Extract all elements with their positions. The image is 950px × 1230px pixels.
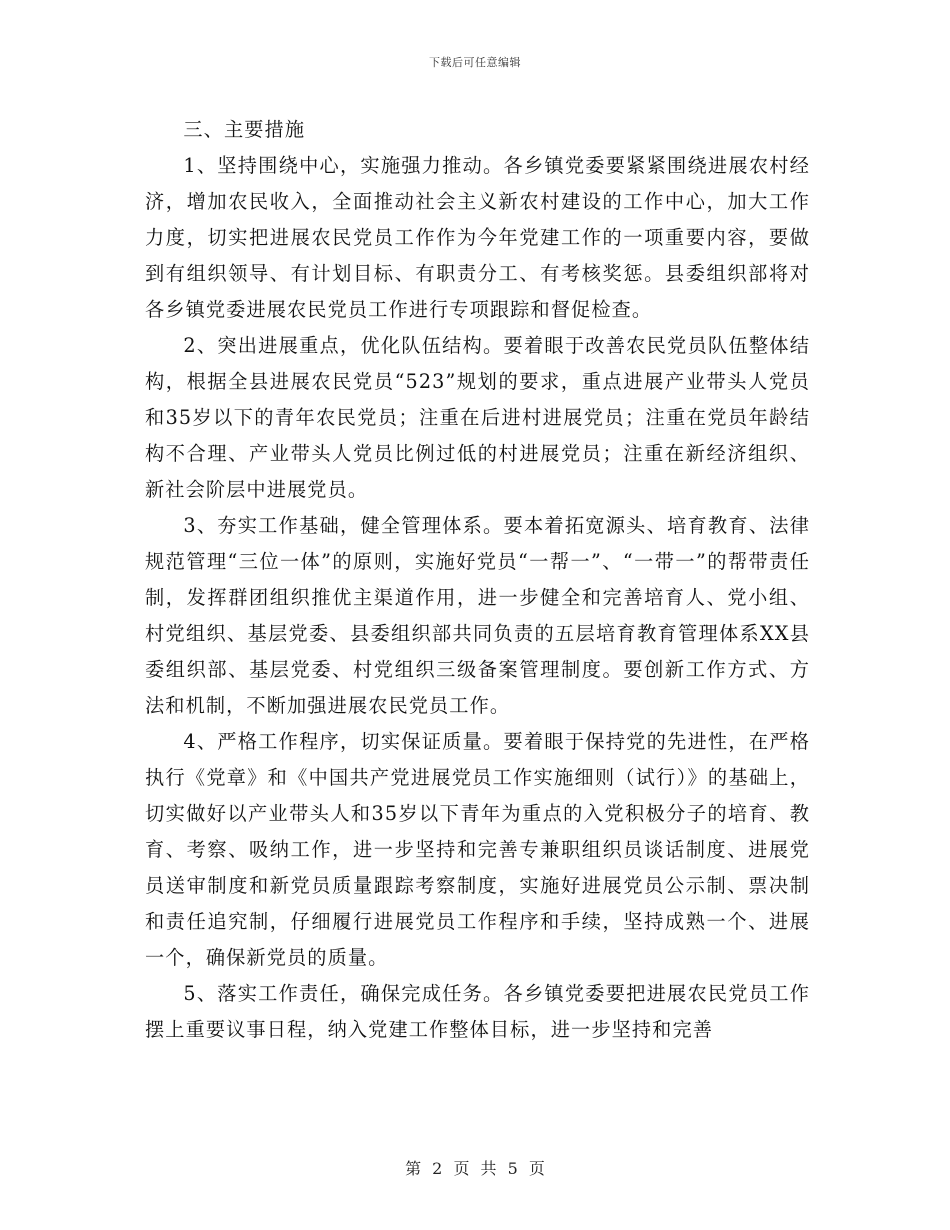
page-footer: 第 2 页 共 5 页	[405, 1159, 545, 1178]
page-header: 下载后可任意编辑	[429, 56, 521, 69]
paragraph-2: 2、突出进展重点，优化队伍结构。要着眼于改善农民党员队伍整体结构，根据全县进展农民党员“523”规划的要求，重点进展产业带头人党员和35岁以下的青年农民党员；注重在后进村进展党员；注重在党员年龄结构不合理、产业带头人党员比例过低的村进展党员；注重在新经济组织、新社会阶层中进展党员。	[145, 334, 810, 501]
paragraph-3: 3、夯实工作基础，健全管理体系。要本着拓宽源头、培育教育、法律规范管理“三位一体”的原则，实施好党员“一帮一”、“一带一”的帮带责任制，发挥群团组织推优主渠道作用，进一步健全和完善培育人、党小组、村党组织、基层党委、县委组织部共同负责的五层培育教育管理体系XX县委组织部、基层党委、村党组织三级备案管理制度。要创新工作方式、方法和机制，不断加强进展农民党员工作。	[145, 514, 810, 717]
paragraph-4: 4、严格工作程序，切实保证质量。要着眼于保持党的先进性，在严格执行《党章》和《中国共产党进展党员工作实施细则（试行）》的基础上，切实做好以产业带头人和35岁以下青年为重点的入党积极分子的培育、教育、考察、吸纳工作，进一步坚持和完善专兼职组织员谈话制度、进展党员送审制度和新党员质量跟踪考察制度，实施好进展党员公示制、票决制和责任追究制，仔细履行进展党员工作程序和手续，坚持成熟一个、进展一个，确保新党员的质量。	[145, 730, 810, 969]
document-body	[145, 112, 810, 1048]
paragraph-1: 1、坚持围绕中心，实施强力推动。各乡镇党委要紧紧围绕进展农村经济，增加农民收入，全面推动社会主义新农村建设的工作中心，加大工作力度，切实把进展农民党员工作作为今年党建工作的一项重要内容，要做到有组织领导、有计划目标、有职责分工、有考核奖惩。县委组织部将对各乡镇党委进展农民党员工作进行专项跟踪和督促检查。	[145, 154, 810, 321]
paragraph-5: 5、落实工作责任，确保完成任务。各乡镇党委要把进展农民党员工作摆上重要议事日程，纳入党建工作整体目标，进一步坚持和完善	[145, 982, 810, 1041]
section-title: 三、主要措施	[183, 118, 306, 141]
